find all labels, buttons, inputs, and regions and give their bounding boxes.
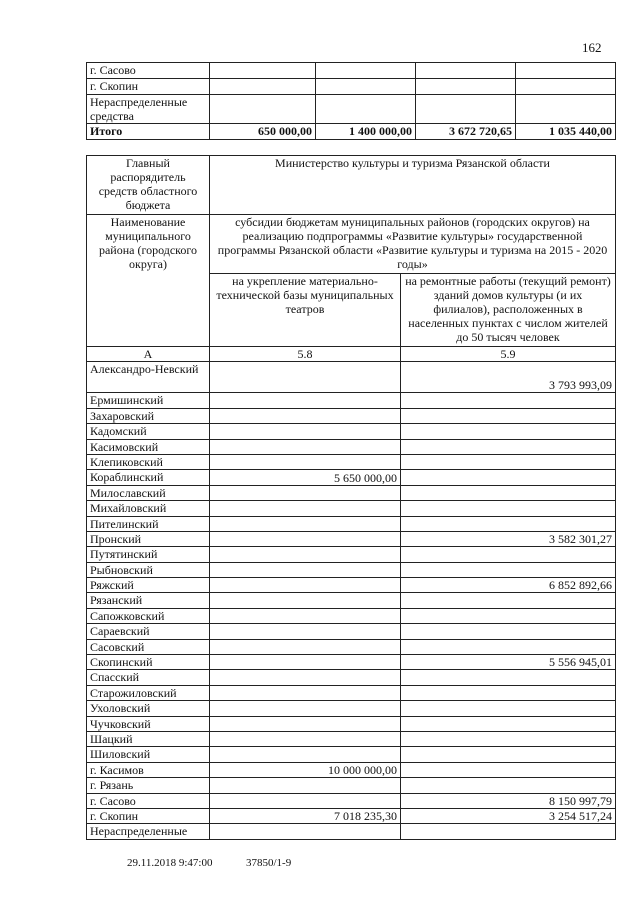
- district-row: [87, 639, 616, 654]
- top-row-name: Нераспределенные средства: [87, 95, 210, 124]
- district-name: Путятинский: [87, 547, 210, 562]
- theater-subsidy-value: [210, 824, 401, 839]
- district-row: [87, 562, 616, 577]
- theater-subsidy-value: 7 018 235,30: [210, 808, 401, 823]
- theater-subsidy-value: 10 000 000,00: [210, 762, 401, 777]
- district-name: Сасовский: [87, 639, 210, 654]
- top-continuation-table: [86, 62, 616, 140]
- theater-subsidy-value: [210, 670, 401, 685]
- district-name: г. Скопин: [87, 808, 210, 823]
- district-name: Ряжский: [87, 578, 210, 593]
- top-row-value: [416, 79, 516, 95]
- culture-house-repair-value: 3 254 517,24: [401, 808, 616, 823]
- top-row-value: [316, 95, 416, 124]
- theater-subsidy-value: [210, 547, 401, 562]
- district-name: г. Касимов: [87, 762, 210, 777]
- culture-house-repair-value: [401, 593, 616, 608]
- top-table-row: [87, 95, 616, 124]
- culture-house-repair-value: 3 582 301,27: [401, 531, 616, 546]
- theater-subsidy-value: [210, 655, 401, 670]
- district-row: [87, 424, 616, 439]
- theater-subsidy-value: [210, 454, 401, 469]
- district-row: [87, 454, 616, 469]
- culture-house-repair-value: [401, 747, 616, 762]
- culture-house-repair-value: [401, 824, 616, 839]
- district-row: [87, 485, 616, 500]
- theater-subsidy-value: [210, 562, 401, 577]
- culture-house-repair-value: 3 793 993,09: [401, 362, 616, 393]
- total-value: 1 400 000,00: [316, 124, 416, 140]
- top-row-value: [210, 79, 316, 95]
- top-row-value: [516, 63, 616, 79]
- culture-house-repair-value: 8 150 997,79: [401, 793, 616, 808]
- district-name: Шацкий: [87, 731, 210, 746]
- culture-house-repair-value: [401, 470, 616, 485]
- culture-house-repair-value: 6 852 892,66: [401, 578, 616, 593]
- theater-subsidy-value: [210, 685, 401, 700]
- culture-house-repair-value: [401, 624, 616, 639]
- total-value: 3 672 720,65: [416, 124, 516, 140]
- culture-house-repair-value: [401, 608, 616, 623]
- district-name: Скопинский: [87, 655, 210, 670]
- theater-subsidy-value: [210, 793, 401, 808]
- district-name: Клепиковский: [87, 454, 210, 469]
- theater-subsidy-value: [210, 701, 401, 716]
- district-name: Ухоловский: [87, 701, 210, 716]
- district-name: Сараевский: [87, 624, 210, 639]
- footer-doc-code: 37850/1-9: [246, 857, 292, 869]
- theater-subsidy-value: [210, 624, 401, 639]
- district-name: Милославский: [87, 485, 210, 500]
- top-row-value: [316, 79, 416, 95]
- district-name: Сапожковский: [87, 608, 210, 623]
- culture-house-repair-value: [401, 639, 616, 654]
- district-row: [87, 808, 616, 823]
- district-row: [87, 501, 616, 516]
- district-name: г. Рязань: [87, 778, 210, 793]
- district-name: Ермишинский: [87, 393, 210, 408]
- district-name: Пронский: [87, 531, 210, 546]
- district-name: Нераспределенные: [87, 824, 210, 839]
- theater-subsidy-value: [210, 424, 401, 439]
- culture-house-repair-value: [401, 516, 616, 531]
- theater-subsidy-value: [210, 516, 401, 531]
- col1-title: на укрепление материально-технической базы муниципальных театров: [210, 274, 401, 347]
- district-row: [87, 470, 616, 485]
- district-row: [87, 408, 616, 423]
- culture-house-repair-value: 5 556 945,01: [401, 655, 616, 670]
- district-row: [87, 393, 616, 408]
- theater-subsidy-value: [210, 716, 401, 731]
- district-name: Михайловский: [87, 501, 210, 516]
- district-row: [87, 547, 616, 562]
- district-row: [87, 747, 616, 762]
- district-row: [87, 439, 616, 454]
- district-name: Александро-Невский: [87, 362, 210, 393]
- district-row: [87, 824, 616, 839]
- culture-house-repair-value: [401, 670, 616, 685]
- theater-subsidy-value: [210, 639, 401, 654]
- district-row: [87, 685, 616, 700]
- district-row: [87, 778, 616, 793]
- district-row: [87, 655, 616, 670]
- district-row: [87, 793, 616, 808]
- top-table-row: [87, 79, 616, 95]
- district-name: Чучковский: [87, 716, 210, 731]
- culture-house-repair-value: [401, 408, 616, 423]
- top-table-row: [87, 63, 616, 79]
- theater-subsidy-value: [210, 531, 401, 546]
- top-row-name: г. Сасово: [87, 63, 210, 79]
- code-a: А: [87, 347, 210, 362]
- district-name: Спасский: [87, 670, 210, 685]
- district-name: Касимовский: [87, 439, 210, 454]
- district-row: [87, 578, 616, 593]
- district-name: Пителинский: [87, 516, 210, 531]
- culture-house-repair-value: [401, 731, 616, 746]
- theater-subsidy-value: [210, 362, 401, 393]
- theater-subsidy-value: [210, 608, 401, 623]
- code-col1: 5.8: [210, 347, 401, 362]
- culture-house-repair-value: [401, 393, 616, 408]
- district-row: [87, 362, 616, 393]
- culture-house-repair-value: [401, 501, 616, 516]
- top-row-value: [516, 79, 616, 95]
- footer-timestamp: 29.11.2018 9:47:00: [127, 857, 213, 869]
- theater-subsidy-value: [210, 501, 401, 516]
- district-row: [87, 731, 616, 746]
- theater-subsidy-value: [210, 593, 401, 608]
- distributor-label: Главный распорядитель средств областного бюджета: [87, 156, 210, 215]
- district-name: Рязанский: [87, 593, 210, 608]
- culture-house-repair-value: [401, 562, 616, 577]
- subsidy-table: [86, 155, 616, 840]
- theater-subsidy-value: [210, 578, 401, 593]
- culture-house-repair-value: [401, 547, 616, 562]
- district-name: Шиловский: [87, 747, 210, 762]
- district-row: [87, 701, 616, 716]
- total-label: Итого: [87, 124, 210, 140]
- theater-subsidy-value: [210, 747, 401, 762]
- district-row: [87, 624, 616, 639]
- culture-house-repair-value: [401, 454, 616, 469]
- district-row: [87, 608, 616, 623]
- code-col2: 5.9: [401, 347, 616, 362]
- culture-house-repair-value: [401, 701, 616, 716]
- district-name: Старожиловский: [87, 685, 210, 700]
- distributor-value: Министерство культуры и туризма Рязанской области: [210, 156, 616, 215]
- district-label: Наименование муниципального района (городского округа): [87, 215, 210, 347]
- culture-house-repair-value: [401, 439, 616, 454]
- theater-subsidy-value: [210, 731, 401, 746]
- theater-subsidy-value: [210, 485, 401, 500]
- district-row: [87, 516, 616, 531]
- district-row: [87, 593, 616, 608]
- district-name: Захаровский: [87, 408, 210, 423]
- page-number: 162: [582, 40, 602, 55]
- top-total-row: [87, 124, 616, 140]
- top-row-value: [316, 63, 416, 79]
- top-row-value: [210, 95, 316, 124]
- total-value: 1 035 440,00: [516, 124, 616, 140]
- district-row: [87, 531, 616, 546]
- culture-house-repair-value: [401, 762, 616, 777]
- theater-subsidy-value: 5 650 000,00: [210, 470, 401, 485]
- theater-subsidy-value: [210, 408, 401, 423]
- top-row-value: [516, 95, 616, 124]
- culture-house-repair-value: [401, 716, 616, 731]
- culture-house-repair-value: [401, 685, 616, 700]
- culture-house-repair-value: [401, 485, 616, 500]
- top-row-value: [416, 95, 516, 124]
- top-row-value: [210, 63, 316, 79]
- culture-house-repair-value: [401, 424, 616, 439]
- theater-subsidy-value: [210, 393, 401, 408]
- top-row-name: г. Скопин: [87, 79, 210, 95]
- subsidy-title: субсидии бюджетам муниципальных районов (городских округов) на реализацию подпрограммы «Развитие культуры» государственной программы Рязанской области «Развитие культуры и туризма на 2015 - 2020 годы»: [210, 215, 616, 274]
- total-value: 650 000,00: [210, 124, 316, 140]
- district-name: Кораблинский: [87, 470, 210, 485]
- theater-subsidy-value: [210, 778, 401, 793]
- col2-title: на ремонтные работы (текущий ремонт) зданий домов культуры (и их филиалов), расположенных в населенных пунктах с числом жителей до 50 тысяч человек: [401, 274, 616, 347]
- culture-house-repair-value: [401, 778, 616, 793]
- district-name: г. Сасово: [87, 793, 210, 808]
- district-row: [87, 716, 616, 731]
- theater-subsidy-value: [210, 439, 401, 454]
- district-row: [87, 670, 616, 685]
- district-name: Кадомский: [87, 424, 210, 439]
- top-row-value: [416, 63, 516, 79]
- district-name: Рыбновский: [87, 562, 210, 577]
- district-row: [87, 762, 616, 777]
